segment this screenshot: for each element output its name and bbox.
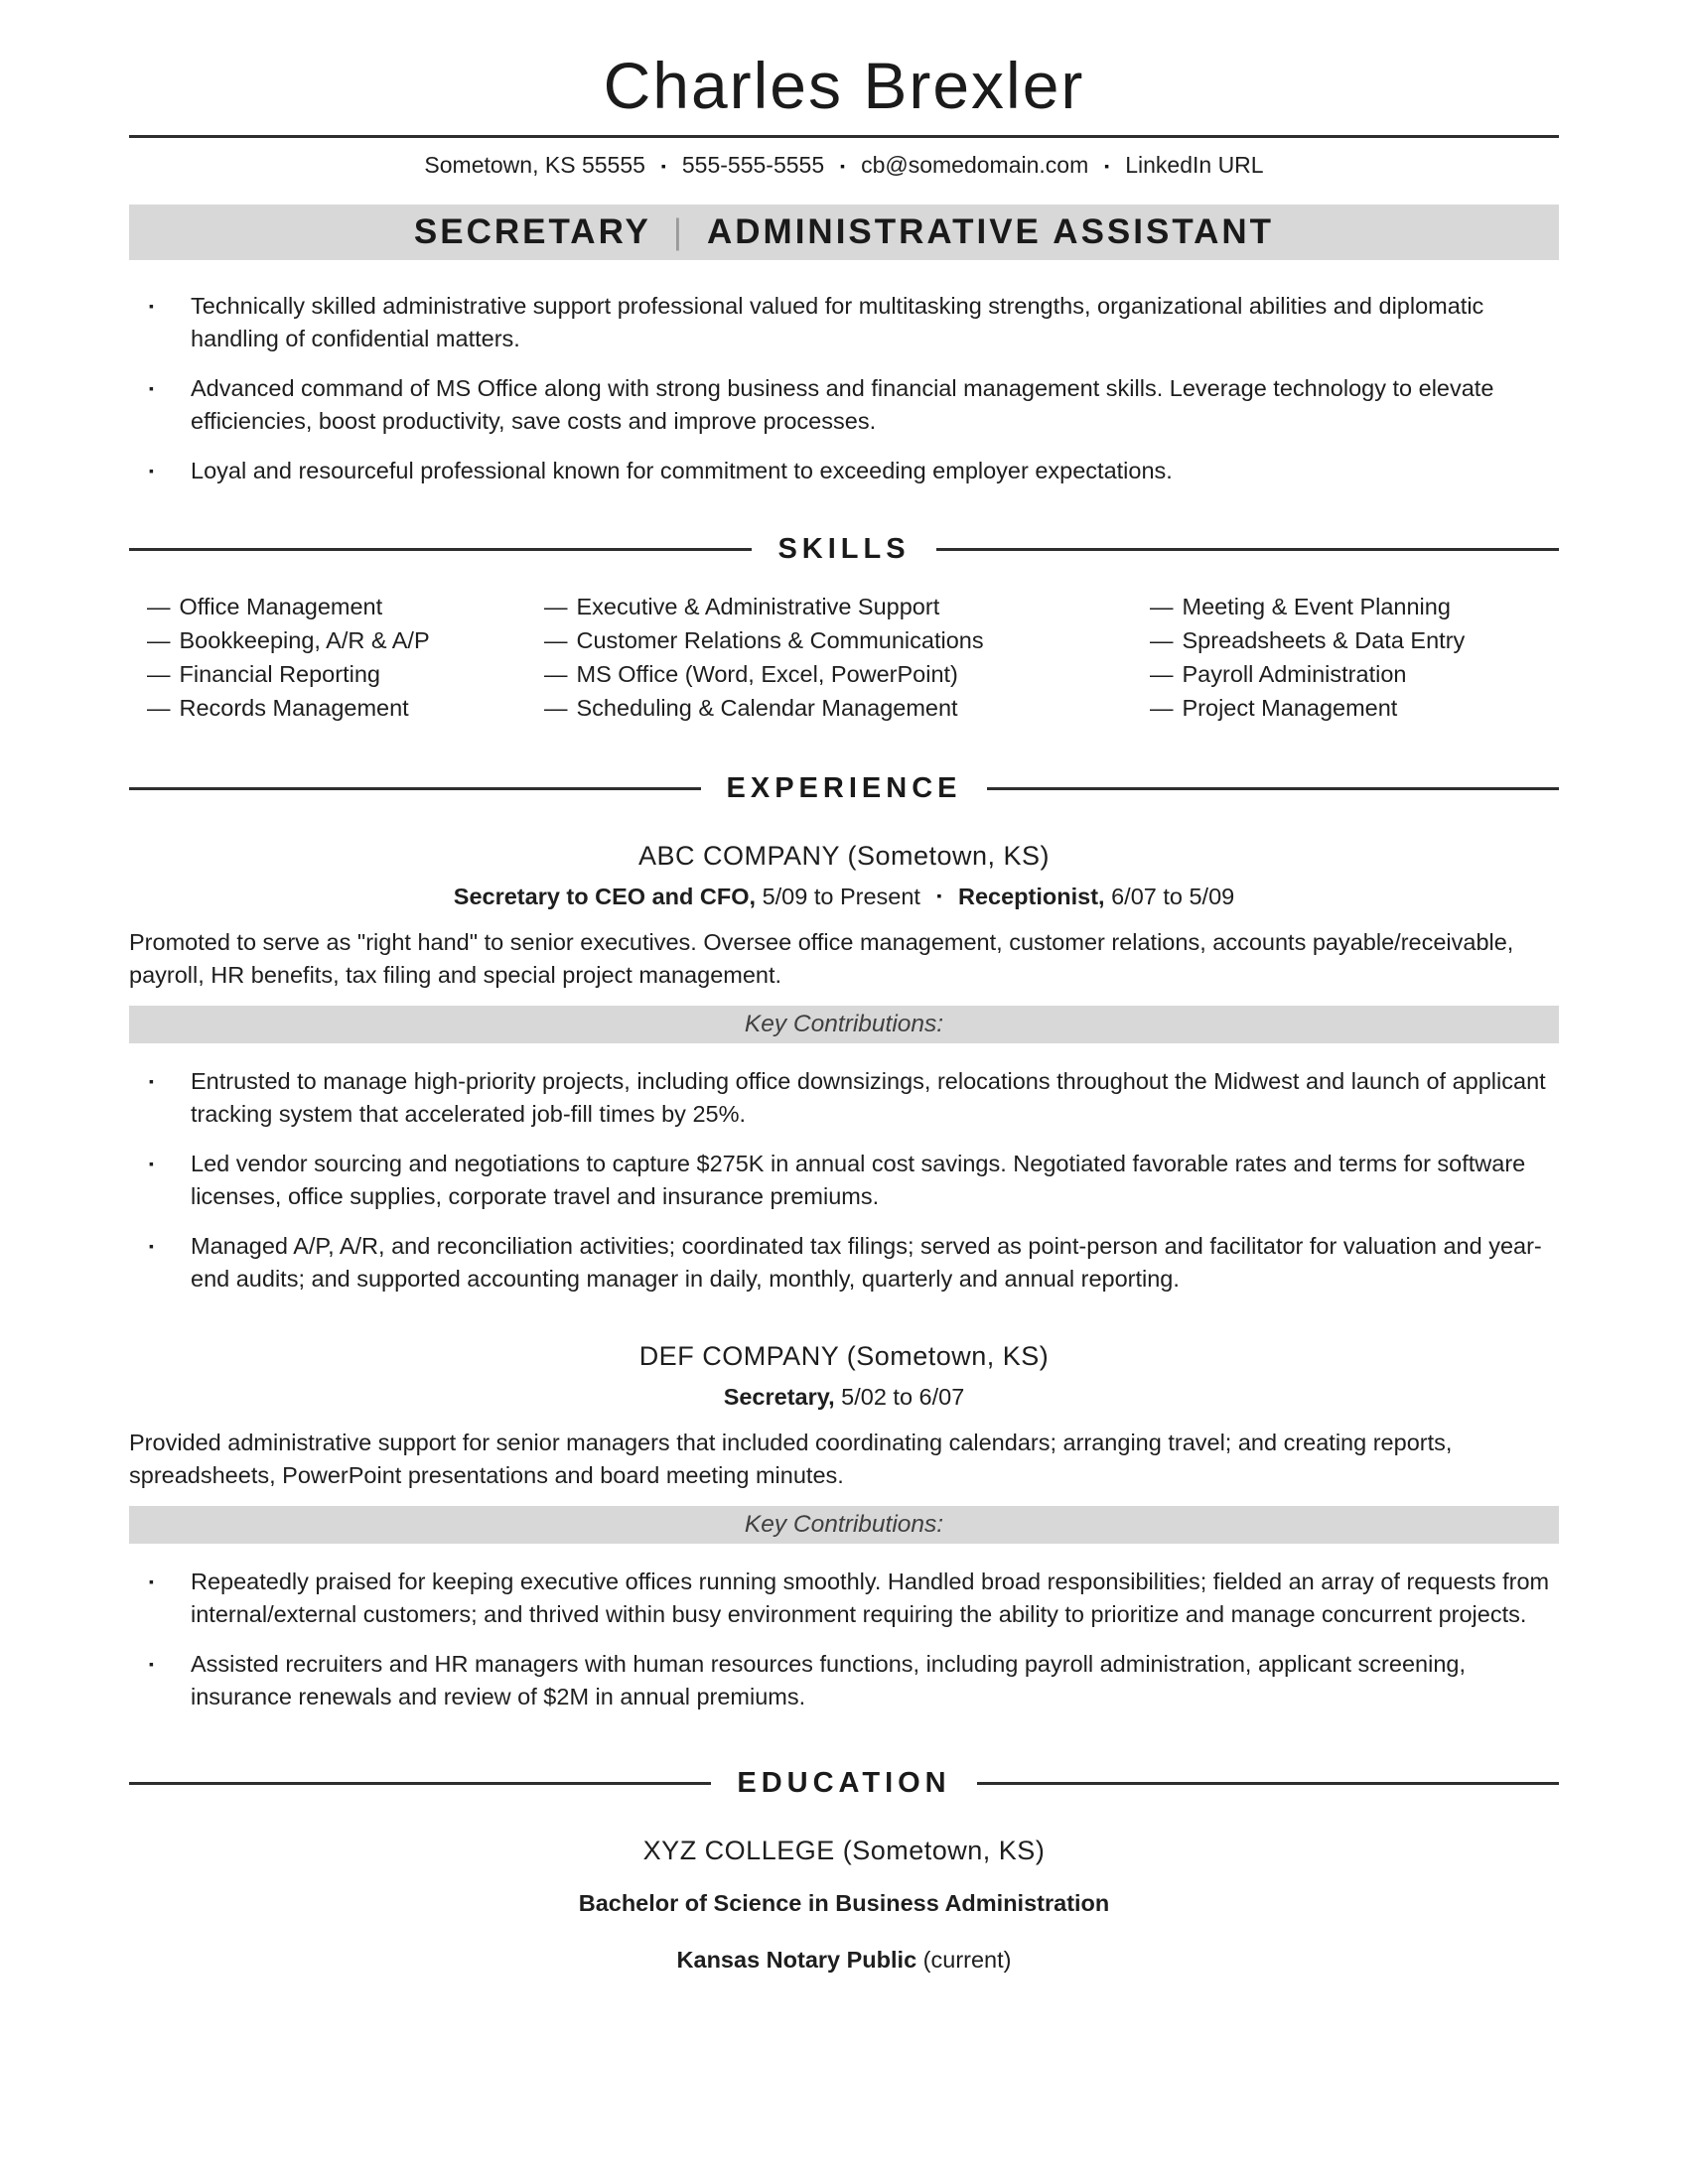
education-section	[129, 1836, 1559, 1974]
job-bullet-text: Managed A/P, A/R, and reconciliation activities; coordinated tax filings; served as point-person and facilitator for valuation and year-end audits; and supported accounting manager in daily, monthly, quarterly and annual reporting.	[191, 1233, 1542, 1292]
title-secondary: ADMINISTRATIVE ASSISTANT	[706, 212, 1275, 251]
skill-item	[147, 590, 544, 623]
role-line	[129, 1384, 1559, 1411]
job-abc-company	[129, 841, 1559, 1296]
square-bullet-icon: ▪	[149, 298, 154, 314]
company-name: ABC COMPANY (Sometown, KS)	[637, 841, 1051, 871]
dash-icon: —	[147, 695, 171, 721]
summary-list	[129, 290, 1559, 487]
square-bullet-icon: ▪	[149, 1573, 154, 1589]
square-bullet-icon: ▪	[840, 157, 846, 174]
school-name: XYZ COLLEGE (Sometown, KS)	[642, 1836, 1046, 1865]
dash-icon: —	[147, 627, 171, 653]
skill-item	[147, 657, 544, 691]
job-bullet	[129, 1648, 1559, 1713]
summary-bullet-text: Technically skilled administrative support professional valued for multitasking strengths, organizational abilities and diplomatic handling of confidential matters.	[191, 293, 1484, 351]
skill-item	[1150, 657, 1559, 691]
title-banner	[129, 205, 1559, 260]
job-bullet	[129, 1230, 1559, 1296]
heading-rule-right	[977, 1782, 1559, 1785]
title-divider: |	[672, 212, 685, 251]
skill-item	[544, 657, 1150, 691]
job-bullet	[129, 1148, 1559, 1213]
square-bullet-icon: ▪	[936, 887, 942, 903]
company-name: DEF COMPANY (Sometown, KS)	[638, 1341, 1050, 1371]
skill-label: Executive & Administrative Support	[576, 594, 940, 619]
role-line	[129, 884, 1559, 910]
skills-column-2	[544, 590, 1150, 725]
summary-bullet-text: Loyal and resourceful professional known for commitment to exceeding employer expectations.	[191, 458, 1173, 483]
key-contributions-banner: Key Contributions:	[129, 1506, 1559, 1544]
skill-item	[544, 691, 1150, 725]
skill-item	[1150, 691, 1559, 725]
skill-label: Scheduling & Calendar Management	[576, 695, 958, 721]
job-bullet-list	[129, 1065, 1559, 1296]
skill-label: Financial Reporting	[179, 661, 380, 687]
skill-label: Payroll Administration	[1182, 661, 1407, 687]
square-bullet-icon: ▪	[149, 463, 154, 478]
job-bullet-list	[129, 1566, 1559, 1713]
job-bullet	[129, 1065, 1559, 1131]
square-bullet-icon: ▪	[1104, 157, 1110, 174]
job-bullet-text: Led vendor sourcing and negotiations to capture $275K in annual cost savings. Negotiated favorable rates and terms for software licenses, office supplies, corporate travel and insurance premiums.	[191, 1151, 1526, 1209]
heading-rule-left	[129, 548, 752, 551]
job-bullet-text: Repeatedly praised for keeping executive offices running smoothly. Handled broad responsibilities; fielded an array of requests from internal/external customers; and thrived within busy environment requiring the ability to prioritize and manage concurrent projects.	[191, 1569, 1550, 1627]
dash-icon: —	[544, 627, 568, 653]
degree: Bachelor of Science in Business Administration	[578, 1890, 1110, 1916]
skill-item	[544, 623, 1150, 657]
key-contributions-banner: Key Contributions:	[129, 1006, 1559, 1043]
job-bullet-text: Assisted recruiters and HR managers with human resources functions, including payroll administration, applicant screening, insurance renewals and review of $2M in annual premiums.	[191, 1651, 1466, 1709]
dash-icon: —	[147, 594, 171, 619]
heading-rule-right	[987, 787, 1559, 790]
skills-grid	[129, 590, 1559, 725]
dash-icon: —	[544, 594, 568, 619]
contact-email: cb@somedomain.com	[861, 152, 1089, 178]
role-dates: 5/09 to Present	[762, 884, 920, 909]
skill-item	[147, 623, 544, 657]
heading-rule-right	[936, 548, 1559, 551]
role-title: Secretary to CEO and CFO,	[453, 884, 757, 909]
job-bullet	[129, 1566, 1559, 1631]
contact-linkedin: LinkedIn URL	[1125, 152, 1264, 178]
header-divider-rule	[129, 135, 1559, 138]
square-bullet-icon: ▪	[660, 157, 666, 174]
heading-rule-left	[129, 1782, 711, 1785]
job-bullet-text: Entrusted to manage high-priority projects, including office downsizings, relocations throughout the Midwest and launch of applicant tracking system that accelerated job-fill times by 25%.	[191, 1068, 1546, 1127]
skill-label: Project Management	[1182, 695, 1398, 721]
contact-line	[129, 152, 1559, 179]
role-title: Secretary,	[723, 1384, 835, 1410]
summary-bullet-text: Advanced command of MS Office along with strong business and financial management skills. Leverage technology to elevate efficiencies, boost productivity, save costs and improve processes.	[191, 375, 1494, 434]
section-heading-skills	[129, 533, 1559, 566]
dash-icon: —	[544, 661, 568, 687]
role-dates: 5/02 to 6/07	[841, 1384, 965, 1410]
dash-icon: —	[544, 695, 568, 721]
summary-bullet	[129, 455, 1559, 487]
section-heading-experience	[129, 772, 1559, 805]
job-def-company	[129, 1341, 1559, 1713]
dash-icon: —	[1150, 695, 1174, 721]
skill-label: Customer Relations & Communications	[576, 627, 984, 653]
skill-label: MS Office (Word, Excel, PowerPoint)	[576, 661, 958, 687]
skill-item	[1150, 623, 1559, 657]
dash-icon: —	[1150, 627, 1174, 653]
contact-phone: 555-555-5555	[681, 152, 825, 178]
header	[129, 48, 1559, 260]
square-bullet-icon: ▪	[149, 1656, 154, 1672]
square-bullet-icon: ▪	[149, 380, 154, 396]
skill-label: Spreadsheets & Data Entry	[1182, 627, 1466, 653]
title-primary: SECRETARY	[413, 212, 651, 251]
role-dates: 6/07 to 5/09	[1111, 884, 1235, 909]
skill-label: Records Management	[179, 695, 409, 721]
experience-heading: EXPERIENCE	[726, 772, 962, 804]
contact-location: Sometown, KS 55555	[424, 152, 645, 178]
skill-label: Office Management	[179, 594, 383, 619]
job-summary: Provided administrative support for senior managers that included coordinating calendars; arranging travel; and creating reports, spreadsheets, PowerPoint presentations and board meeting minutes.	[129, 1430, 1453, 1488]
skills-column-1	[147, 590, 544, 725]
square-bullet-icon: ▪	[149, 1238, 154, 1254]
square-bullet-icon: ▪	[149, 1073, 154, 1089]
skill-label: Meeting & Event Planning	[1182, 594, 1451, 619]
skill-item	[1150, 590, 1559, 623]
dash-icon: —	[1150, 594, 1174, 619]
certification-status: (current)	[922, 1947, 1012, 1973]
skill-item	[147, 691, 544, 725]
skills-heading: SKILLS	[777, 533, 911, 565]
role-title: Receptionist,	[958, 884, 1105, 909]
section-heading-education	[129, 1767, 1559, 1800]
summary-bullet	[129, 290, 1559, 355]
education-heading: EDUCATION	[737, 1767, 951, 1799]
skills-column-3	[1150, 590, 1559, 725]
certification-name: Kansas Notary Public	[676, 1947, 917, 1973]
candidate-name: Charles Brexler	[603, 49, 1085, 122]
job-summary: Promoted to serve as "right hand" to senior executives. Oversee office management, customer relations, accounts payable/receivable, payroll, HR benefits, tax filing and special project management.	[129, 929, 1514, 988]
summary-bullet	[129, 372, 1559, 438]
square-bullet-icon: ▪	[149, 1156, 154, 1171]
skill-item	[544, 590, 1150, 623]
heading-rule-left	[129, 787, 701, 790]
dash-icon: —	[1150, 661, 1174, 687]
skill-label: Bookkeeping, A/R & A/P	[179, 627, 430, 653]
dash-icon: —	[147, 661, 171, 687]
certification-line	[129, 1947, 1559, 1974]
